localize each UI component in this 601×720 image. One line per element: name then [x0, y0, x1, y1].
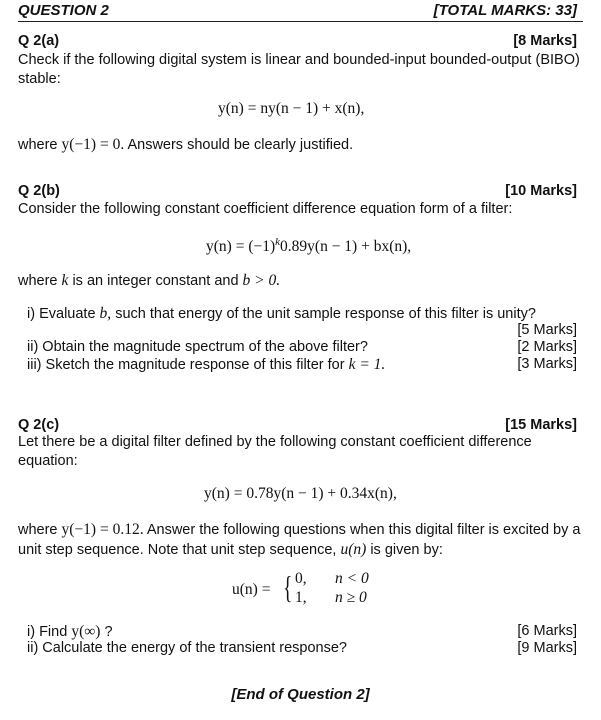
q2b-text: Consider the following constant coefficient difference equation form of a filter:	[18, 201, 513, 217]
step-cond-1: n ≥ 0	[335, 589, 367, 606]
q2b-item-1-marks: [5 Marks]	[517, 322, 577, 338]
q2b-label: Q 2(b)	[18, 183, 60, 199]
q2a-label: Q 2(a)	[18, 33, 60, 49]
q2b-where: where k is an integer constant and b > 0.	[18, 272, 281, 289]
q2b-item-3: iii) Sketch the magnitude response of this filter for k = 1.	[27, 356, 386, 373]
question-title: QUESTION 2	[18, 2, 109, 19]
end-of-question: [End of Question 2]	[231, 686, 370, 703]
q2c-marks: [15 Marks]	[505, 417, 577, 433]
q2c-item-1: i) Find y(∞) ?	[27, 623, 113, 640]
q2a-condition: where y(−1) = 0. Answers should be clearly justified.	[18, 136, 354, 153]
step-brace: {	[283, 569, 293, 605]
q2b-equation: $y(n) = (-1)^k0.89y(n - 1) + bx(n)$,	[206, 236, 412, 256]
q2c-item-2: ii) Calculate the energy of the transient response?	[27, 640, 347, 656]
step-value-0: 0,	[295, 570, 307, 587]
q2c-item-2-marks: [9 Marks]	[517, 640, 577, 656]
total-marks: [TOTAL MARKS: 33]	[433, 2, 577, 19]
q2b-item-3-marks: [3 Marks]	[517, 356, 577, 372]
step-cond-0: n < 0	[335, 570, 369, 587]
q2b-item-1: i) Evaluate b, such that energy of the unit sample response of this filter is unity?	[27, 305, 536, 322]
q2c-item-1-marks: [6 Marks]	[517, 623, 577, 639]
q2a-text: Check if the following digital system is linear and bounded-input bounded-output (BIBO) stable:	[18, 52, 580, 87]
q2a-marks: [8 Marks]	[513, 33, 577, 49]
q2c-where: where y(−1) = 0.12. Answer the following questions when this digital filter is excited by a unit step sequence. Note that unit step sequence, u(n) is given by:	[18, 521, 581, 558]
header-divider	[18, 21, 583, 22]
q2b-item-2-marks: [2 Marks]	[517, 339, 577, 355]
step-lhs: u(n) =	[232, 581, 271, 598]
q2c-equation: y(n) = 0.78y(n − 1) + 0.34x(n),	[204, 485, 397, 502]
q2c-label: Q 2(c)	[18, 417, 60, 433]
q2b-marks: [10 Marks]	[505, 183, 577, 199]
q2b-item-2: ii) Obtain the magnitude spectrum of the above filter?	[27, 339, 368, 355]
q2c-text: Let there be a digital filter defined by the following constant coefficient difference equation:	[18, 434, 532, 469]
q2a-equation: y(n) = ny(n − 1) + x(n),	[218, 100, 365, 117]
step-value-1: 1,	[295, 589, 307, 606]
